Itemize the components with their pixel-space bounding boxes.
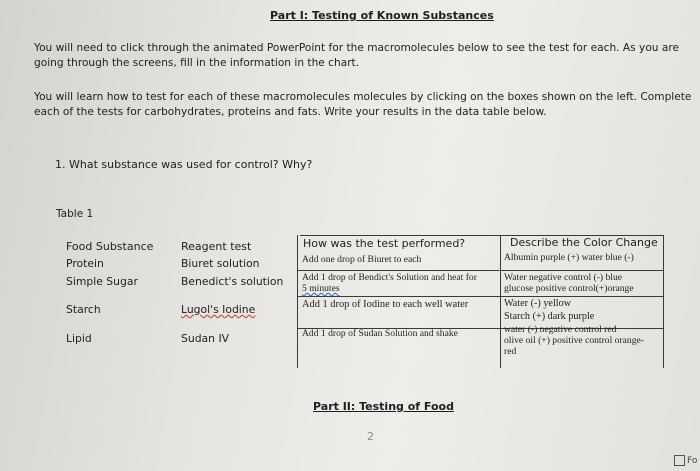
instructions-paragraph-2: You will learn how to test for each of these macromolecules molecules by clicking on the boxes shown on the left. Complete each of the tests for carbohydrates, proteins and fats. Write your results in the data table below.	[34, 91, 692, 118]
checkbox-icon	[674, 455, 685, 466]
cell-how-protein: Add one drop of Biuret to each	[302, 254, 422, 265]
cell-how-simple-sugar-line1: Add 1 drop of Bendict's Solution and heat for	[302, 272, 477, 283]
cell-reagent-protein: Biuret solution	[181, 257, 260, 270]
table-label: Table 1	[56, 208, 94, 220]
header-food-substance: Food Substance	[66, 240, 154, 253]
part1-title: Part I: Testing of Known Substances	[270, 9, 494, 22]
table-column-divider	[297, 235, 298, 368]
cell-how-lipid: Add 1 drop of Sudan Solution and shake	[302, 328, 458, 339]
table-column-divider	[500, 235, 501, 368]
table-row-divider	[298, 270, 664, 271]
part2-title: Part II: Testing of Food	[313, 400, 454, 413]
cell-food-simple-sugar: Simple Sugar	[66, 275, 138, 288]
table-column-divider	[663, 235, 664, 368]
data-table	[60, 232, 667, 369]
instructions-paragraph-1: You will need to click through the animated PowerPoint for the macromolecules below to see the test for each. As you are going through the screens, fill in the information in the chart.	[34, 42, 680, 69]
header-reagent-test: Reagent test	[181, 240, 252, 253]
cell-reagent-simple-sugar: Benedict's solution	[181, 275, 284, 288]
table-row-divider	[298, 296, 664, 297]
cell-reagent-starch: Lugol's Iodine	[181, 303, 256, 316]
cell-how-starch: Add 1 drop of Iodine to each well water	[302, 299, 469, 310]
cell-color-lipid-line2: olive oil (+) positive control orange-	[504, 335, 644, 346]
cell-food-starch: Starch	[66, 303, 101, 316]
cell-reagent-lipid: Sudan IV	[181, 332, 230, 345]
corner-text: Fo	[687, 456, 698, 466]
header-how-performed: How was the test performed?	[303, 237, 466, 250]
cell-how-simple-sugar-line2: 5 minutes	[302, 283, 340, 294]
page-number: 2	[367, 430, 374, 443]
cell-color-lipid-line3: red	[504, 346, 517, 357]
cell-color-lipid-line1: water (-) negative control red	[504, 324, 617, 335]
cell-color-protein: Albumin purple (+) water blue (-)	[504, 252, 634, 263]
header-color-change: Describe the Color Change	[510, 236, 658, 249]
cell-color-starch-line2: Starch (+) dark purple	[504, 311, 595, 322]
corner-widget[interactable]	[674, 455, 697, 466]
question-1: 1. What substance was used for control? Why?	[55, 158, 313, 171]
cell-color-starch-line1: Water (-) yellow	[504, 298, 572, 309]
cell-color-simple-sugar-line1: Water negative control (-) blue	[504, 272, 623, 283]
cell-food-lipid: Lipid	[66, 332, 92, 345]
cell-food-protein: Protein	[66, 257, 104, 270]
cell-color-simple-sugar-line2: glucose positive control(+)orange	[504, 283, 634, 294]
